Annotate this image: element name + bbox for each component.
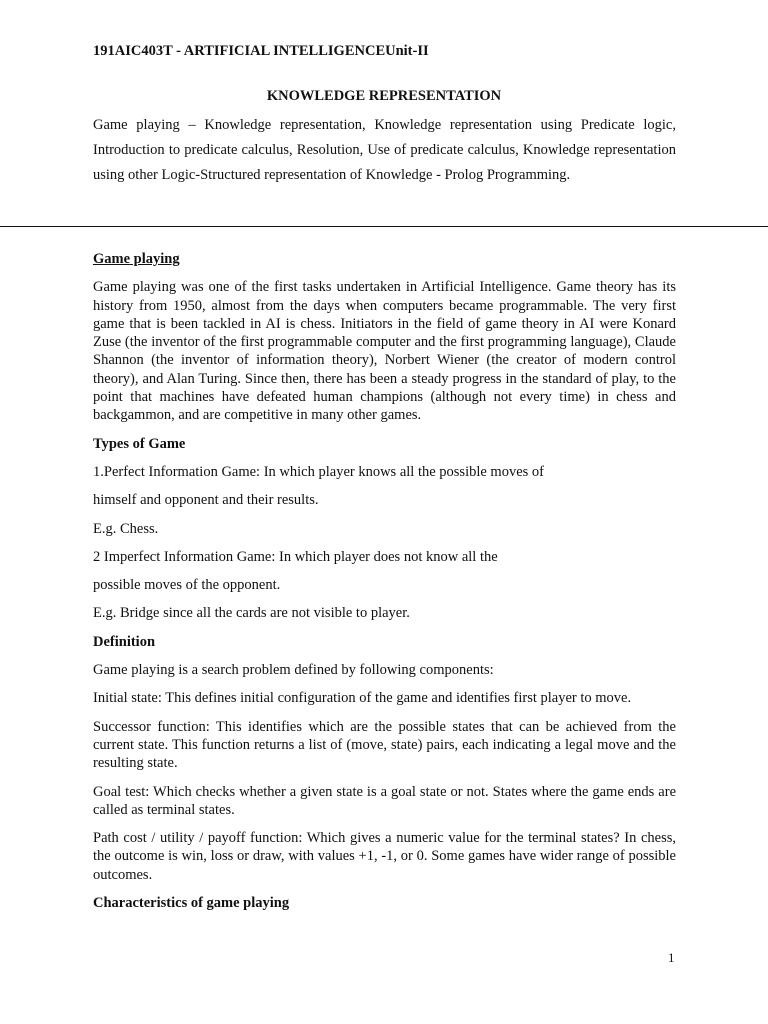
type1-example: E.g. Chess. [93,520,159,537]
characteristics-heading: Characteristics of game playing [93,895,290,912]
document-header-title: 191AIC403T - ARTIFICIAL INTELLIGENCEUnit-II [93,43,429,59]
page-number: 1 [668,950,675,965]
definition-heading: Definition [93,633,156,650]
type1-line1: 1.Perfect Information Game: In which player knows all the possible moves of [93,463,544,480]
initial-state-paragraph: Initial state: This defines initial configuration of the game and identifies first player to move. [93,690,632,707]
type2-line2: possible moves of the opponent. [93,577,281,594]
goal-test-paragraph: Goal test: Which checks whether a given state is a goal state or not. States where the game ends are called as terminal states. [93,783,676,818]
type2-example: E.g. Bridge since all the cards are not visible to player. [93,605,410,622]
main-content [93,250,676,922]
horizontal-divider [0,226,768,227]
unit-topics-paragraph: Game playing – Knowledge representation, Knowledge representation using Predicate logic, Introduction to predicate calculus, Resolution, Use of predicate calculus, Knowledge representation using other Logic-Structured representation of Knowledge - Prolog Programming. [93,117,676,183]
successor-function-paragraph: Successor function: This identifies which are the possible states that can be achieved from the current state. This function returns a list of (move, state) pairs, each indicating a legal move and the resulting state. [93,718,676,772]
definition-intro: Game playing is a search problem defined by following components: [93,662,494,679]
unit-title: KNOWLEDGE REPRESENTATION [266,88,502,104]
path-cost-paragraph: Path cost / utility / payoff function: Which gives a numeric value for the terminal states? In chess, the outcome is win, loss or draw, with values +1, -1, or 0. Some games have wider range of possible outcomes. [93,830,676,883]
type1-line2: himself and opponent and their results. [93,492,319,509]
types-of-game-heading: Types of Game [93,435,186,452]
game-playing-heading: Game playing [93,251,180,267]
type2-line1: 2 Imperfect Information Game: In which player does not know all the [93,548,498,565]
game-playing-paragraph: Game playing was one of the first tasks undertaken in Artificial Intelligence. Game theory has its history from 1950, almost from the days when computers became programmable. The very first game that is been tackled in AI is chess. Initiators in the field of game theory in AI were Konard Zuse (the inventor of the first programmable computer and the first programming language), Claude Shannon (the inventor of information theory), Norbert Wiener (the creator of modern control theory), and Alan Turing. Since then, there has been a steady progress in the standard of play, to the point that machines have defeated human champions (although not every time) in chess and backgammon, and are competitive in many other games. [93,279,676,424]
